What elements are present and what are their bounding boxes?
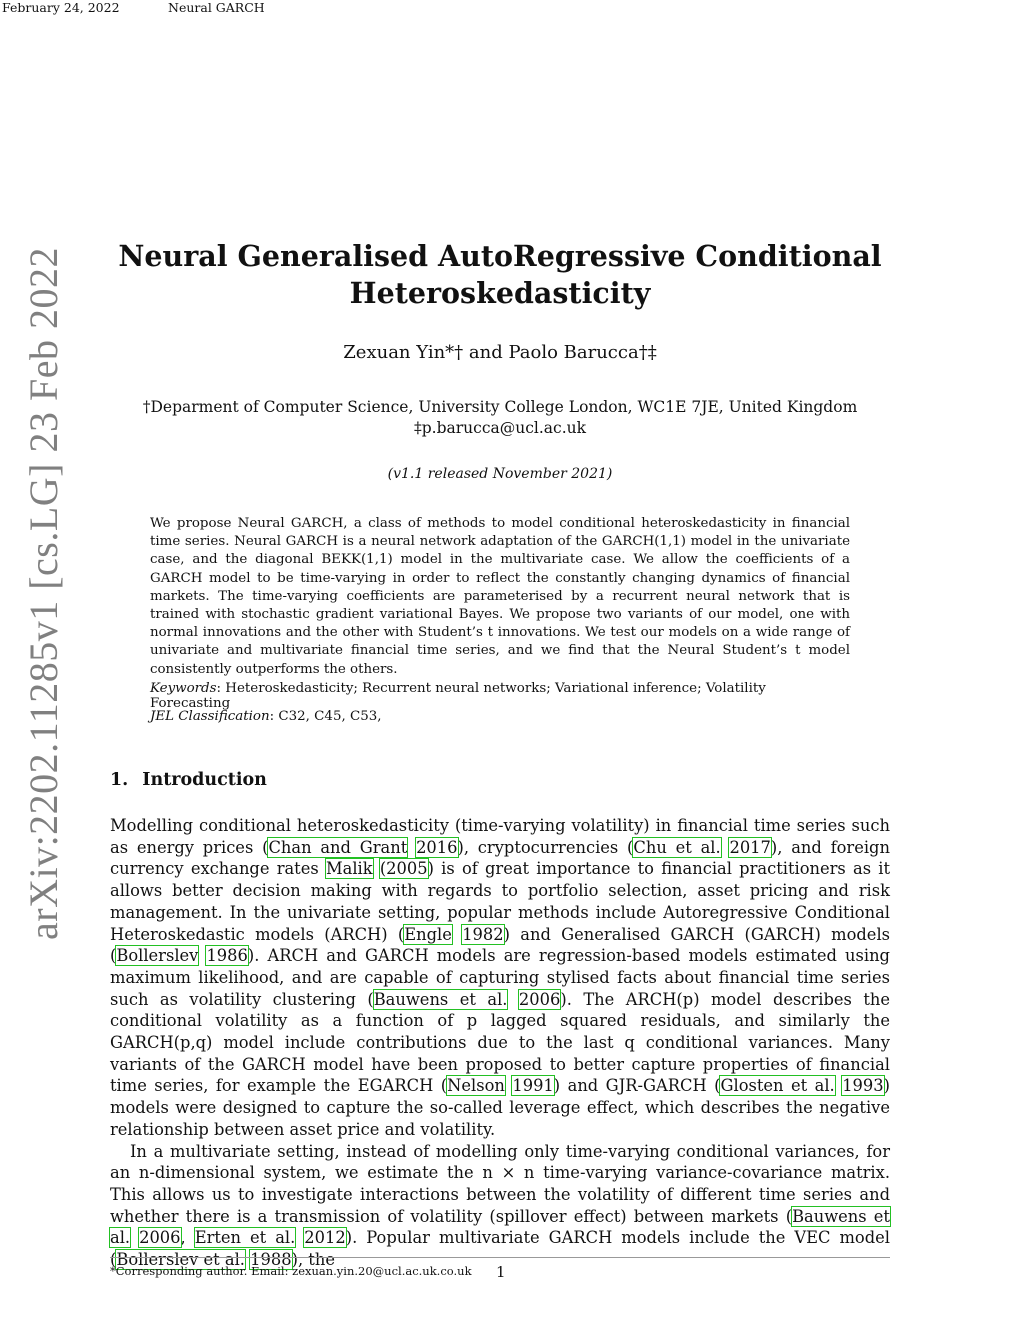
citation-year-link[interactable]: 2006 bbox=[139, 1228, 181, 1248]
version-note: (v1.1 released November 2021) bbox=[387, 466, 613, 482]
text-run: ) models were designed to capture the so-called leverage effect, which describes the negative relationship between asset price and volatility. bbox=[110, 1076, 890, 1139]
jel-classification bbox=[150, 709, 850, 724]
paper-title: Neural Generalised AutoRegressive Conditional Heteroskedasticity bbox=[118, 239, 882, 310]
text-run: In a multivariate setting, instead of modelling only time-varying conditional variances, for an n-dimensional system, we estimate the n × n time-varying variance-covariance matrix. This allows us to investigate interactions between the volatility of different time series and whether there is a transmission of volatility (spillover effect) between markets ( bbox=[110, 1141, 890, 1226]
text-run: Modelling conditional heteroskedasticity (time-varying volatility) in financial time series such as energy prices ( bbox=[110, 816, 890, 857]
keywords bbox=[150, 681, 850, 711]
citation-link[interactable]: Engle bbox=[404, 924, 452, 944]
citation-link[interactable]: Erten et al. bbox=[194, 1228, 296, 1248]
citation-year-link[interactable]: 1993 bbox=[842, 1076, 884, 1096]
footnote-rule bbox=[110, 1257, 890, 1258]
affiliation-line: †Deparment of Computer Science, University College London, WC1E 7JE, United Kingdom bbox=[142, 398, 858, 416]
jel-label: JEL Classification bbox=[150, 709, 270, 724]
citation-link[interactable]: Chan and Grant bbox=[268, 837, 408, 857]
citation-link[interactable]: Bollerslev bbox=[116, 946, 199, 966]
paragraph bbox=[110, 815, 890, 1141]
citation-year-link[interactable]: 1991 bbox=[512, 1076, 554, 1096]
text-run: ), the bbox=[291, 1250, 335, 1270]
citation-link[interactable]: Bauwens et al. bbox=[373, 989, 508, 1009]
arxiv-stamp[interactable]: arXiv:2202.11285v1 [cs.LG] 23 Feb 2022 bbox=[21, 247, 66, 940]
footnote: *Corresponding author. Email: zexuan.yin.20@ucl.ac.uk.co.uk bbox=[110, 1264, 472, 1278]
citation-link[interactable]: Nelson bbox=[447, 1076, 505, 1096]
text-run: ). ARCH and GARCH models are regression-based models estimated using maximum likelihood, and are capable of capturing stylised facts about financial time series such as volatility clustering ( bbox=[110, 946, 890, 1009]
citation-link[interactable]: Malik bbox=[325, 859, 373, 879]
header-date: February 24, 2022 bbox=[2, 0, 120, 15]
jel-text: : C32, C45, C53, bbox=[269, 709, 382, 724]
citation-link[interactable]: Bauwens et al. bbox=[110, 1206, 890, 1248]
keywords-text: : Heteroskedasticity; Recurrent neural networks; Variational inference; Volatility Forecasting bbox=[150, 681, 766, 711]
citation-link[interactable]: Bollerslev et al. bbox=[116, 1250, 245, 1270]
section-title: Introduction bbox=[142, 770, 267, 790]
text-run: ) and Generalised GARCH (GARCH) models ( bbox=[110, 924, 891, 966]
text-run: ) is of great importance to financial practitioners as it allows better decision making with regards to portfolio selection, asset pricing and risk management. In the univariate setting, popular methods include Autoregressive Conditional Heteroskedastic models (ARCH) ( bbox=[110, 859, 891, 944]
citation-year-link[interactable]: 2017 bbox=[729, 837, 771, 857]
citation-link[interactable]: Glosten et al. bbox=[720, 1076, 835, 1096]
affiliation-email[interactable]: ‡p.barucca@ucl.ac.uk bbox=[413, 419, 587, 437]
section-heading bbox=[110, 770, 267, 790]
page-number: 1 bbox=[496, 1263, 506, 1281]
abstract: We propose Neural GARCH, a class of methods to model conditional heteroskedasticity in financial time series. Neural GARCH is a neural network adaptation of the GARCH(1,1) model in the univariate case, and the diagonal BEKK(1,1) model in the multivariate case. We allow the coefficients of a GARCH model to be time-varying in order to reflect the constantly changing dynamics of financial markets. The time-varying coefficients are parameterised by a recurrent neural network that is trained with stochastic gradient variational Bayes. We propose two variants of our model, one with normal innovations and the other with Student’s t innovations. We test our models on a wide range of univariate and multivariate financial time series, and we find that the Neural Student’s t model consistently outperforms the others. bbox=[150, 516, 850, 677]
keywords-label: Keywords bbox=[150, 681, 217, 696]
citation-year-link[interactable]: 2016 bbox=[416, 837, 458, 857]
text-run: ), cryptocurrencies ( bbox=[457, 837, 634, 857]
text-run: ). The ARCH(p) model describes the conditional volatility as a function of p lagged squared residuals, and similarly the GARCH(p,q) model include contributions due to the last q conditional variances. Many variants of the GARCH model have been proposed to better capture properties of financial time series, for example the EGARCH ( bbox=[110, 989, 890, 1096]
paragraph bbox=[110, 1141, 890, 1271]
citation-year-link[interactable]: 1982 bbox=[462, 924, 504, 944]
citation-year-link[interactable]: 2012 bbox=[304, 1228, 346, 1248]
text-run: ). Popular multivariate GARCH models include the VEC model ( bbox=[110, 1228, 890, 1270]
text-run: ), and foreign currency exchange rates bbox=[110, 837, 890, 879]
authors: Zexuan Yin*† and Paolo Barucca†‡ bbox=[343, 342, 657, 363]
header-short-title: Neural GARCH bbox=[168, 0, 265, 15]
section-number: 1. bbox=[110, 770, 129, 790]
citation-year-link[interactable]: (2005 bbox=[379, 859, 428, 879]
text-run: ) and GJR-GARCH ( bbox=[553, 1076, 721, 1096]
text-run: , bbox=[180, 1228, 195, 1248]
citation-year-link[interactable]: 1986 bbox=[206, 946, 248, 966]
citation-link[interactable]: Chu et al. bbox=[633, 837, 721, 857]
citation-year-link[interactable]: 1988 bbox=[250, 1250, 292, 1270]
citation-year-link[interactable]: 2006 bbox=[518, 989, 561, 1009]
affiliation bbox=[110, 397, 890, 439]
body-text bbox=[110, 815, 890, 1271]
